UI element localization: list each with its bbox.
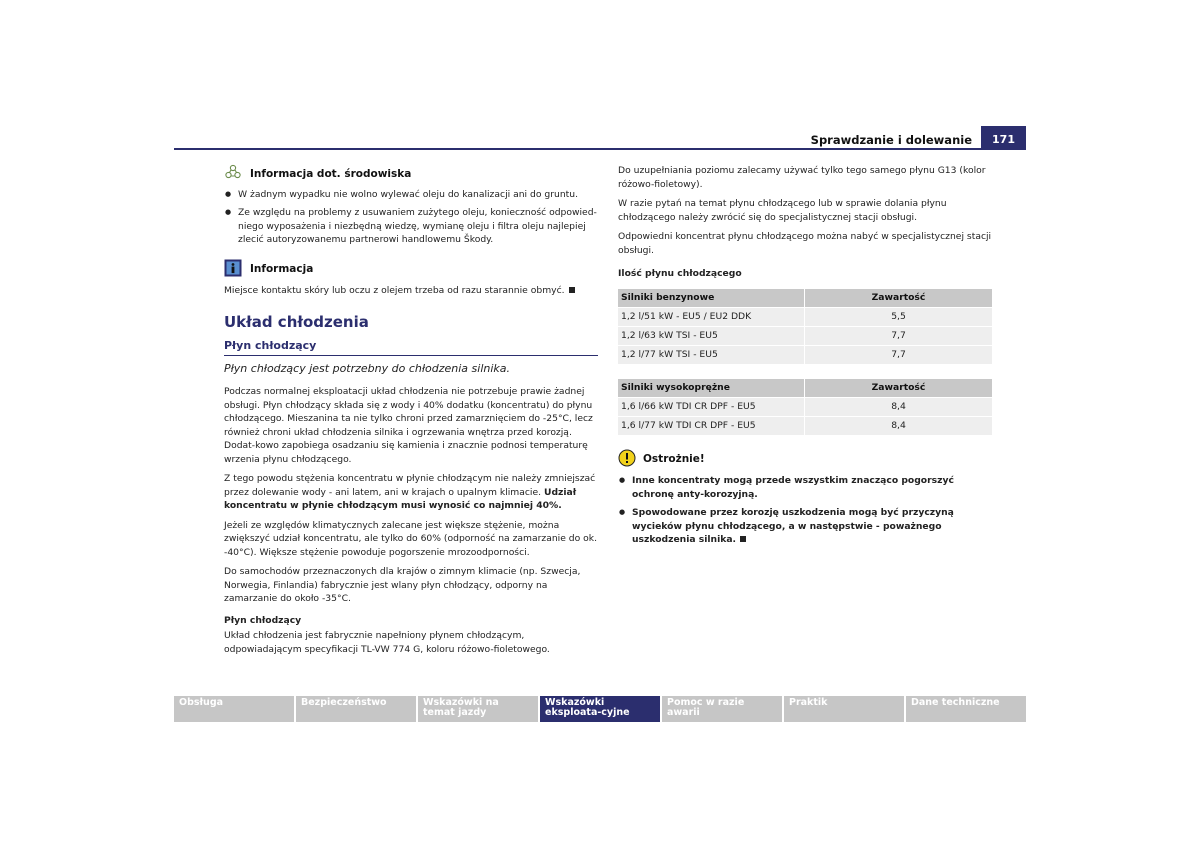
paragraph: Układ chłodzenia jest fabrycznie napełniony płynem chłodzącym, odpowiadającym specyfikacji TL-VW 774 G, koloru różowo-fioletowego.: [224, 630, 550, 655]
table-row: [618, 326, 992, 345]
table-header-cell: Zawartość: [805, 379, 993, 398]
nav-tab-bezpieczenstwo[interactable]: Bezpieczeństwo: [296, 696, 418, 722]
diesel-engines-table: [618, 379, 992, 435]
section-intro: Płyn chłodzący jest potrzebny do chłodzenia silnika.: [224, 361, 511, 375]
table-header-row: [618, 289, 992, 308]
table-cell: 7,7: [805, 326, 993, 345]
environment-bullet: ● Ze względu na problemy z usuwaniem zużytego oleju, konieczność odpowied-niego wyposażenia i niezbędną wiedzę, wymianę oleju i filtra oleju najlepiej zlecić autoryzowanemu partnerowi handlowemu Škody.: [224, 206, 598, 247]
table-cell: 1,6 l/66 kW TDI CR DPF - EU5: [618, 397, 805, 416]
info-note-title: Informacja: [250, 263, 314, 275]
paragraph-bold-text: Udział koncentratu w płynie chłodzącym musi wynosić co najmniej 40%.: [224, 486, 577, 511]
paragraph: Jeżeli ze względów klimatycznych zalecane jest większe stężenie, można zwiększyć udział koncentratu, ale tylko do 60% (odporność na zamarzanie do ok. -40°C). Większe stężenie powoduje pogorszenie mrozoodporności.: [224, 519, 598, 558]
paragraph: Odpowiedni koncentrat płynu chłodzącego można nabyć w specjalistycznej stacji obsługi.: [618, 231, 992, 256]
page-number: 171: [981, 126, 1026, 148]
table-header-row: [618, 379, 992, 398]
paragraph-text: Z tego powodu stężenia koncentratu w płynie chłodzącym nie należy zmniejszać przez dolewanie wody - ani latem, ani w krajach o upalnym klimacie.: [224, 473, 596, 498]
table-header-cell: Zawartość: [805, 289, 993, 308]
paragraph: Do samochodów przeznaczonych dla krajów o zimnym klimacie (np. Szwecja, Norwegia, Finlandia) fabrycznie jest wlany płyn chłodzący, odporny na zamarzanie do około -35°C.: [224, 566, 581, 604]
paragraph: Podczas normalnej eksploatacji układ chłodzenia nie potrzebuje prawie żadnej obsługi. Płyn chłodzący składa się z wody i 40% dodatku (koncentratu) do płynu chłodzącego. Mieszanina ta nie tylko chroni przed zamarznięciem do -25°C, lecz również chroni układ chłodzenia silnika i ogrzewania wnętrza przed korozją. Dodat-kowo zapobiega osadzaniu się kamienia i znacznie podnosi temperaturę wrzenia płynu chłodzącego.: [224, 386, 593, 465]
table-cell: 1,2 l/77 kW TSI - EU5: [618, 345, 805, 364]
table-cell: 1,6 l/77 kW TDI CR DPF - EU5: [618, 416, 805, 435]
recycling-icon: [224, 164, 242, 185]
nav-tab-obsluga[interactable]: Obsługa: [174, 696, 296, 722]
left-column: [224, 164, 598, 662]
caution-bullet-text: Spowodowane przez korozję uszkodzenia mogą być przyczyną wycieków płynu chłodzącego, a w następstwie - poważnego uszkodzenia silnika.: [632, 507, 954, 545]
right-column: [618, 164, 992, 552]
nav-tab-pomoc[interactable]: Pomoc w razie awarii: [662, 696, 784, 722]
table-cell: 7,7: [805, 345, 993, 364]
table-title: Ilość płynu chłodzącego: [618, 268, 742, 279]
caution-note-header: [618, 449, 992, 472]
end-marker-icon: [569, 287, 575, 293]
caution-bullet: ● Inne koncentraty mogą przede wszystkim znacząco pogorszyć ochronę anty-korozyjną.: [618, 474, 992, 501]
nav-tab-praktik[interactable]: Praktik: [784, 696, 906, 722]
petrol-engines-table: [618, 289, 992, 364]
subsection-title: Płyn chłodzący: [224, 339, 598, 356]
table-cell: 8,4: [805, 416, 993, 435]
nav-tab-wskazowki-eksploatacyjne[interactable]: Wskazówki eksploata-cyjne: [540, 696, 662, 722]
caution-bullet: [618, 506, 992, 547]
environment-bullet: ● W żadnym wypadku nie wolno wylewać oleju do kanalizacji ani do gruntu.: [224, 188, 598, 202]
section-header-title: Sprawdzanie i dolewanie: [810, 133, 972, 147]
nav-tab-wskazowki-jazdy[interactable]: Wskazówki na temat jazdy: [418, 696, 540, 722]
table-spacer: [618, 364, 992, 379]
table-header-cell: Silniki wysokoprężne: [618, 379, 805, 398]
environment-note-header: [224, 164, 598, 185]
table-cell: 8,4: [805, 397, 993, 416]
paragraph: W razie pytań na temat płynu chłodzącego lub w sprawie dolania płynu chłodzącego należy zwrócić się do specjalistycznej stacji obsługi.: [618, 198, 947, 223]
paragraph: Do uzupełniania poziomu zalecamy używać tylko tego samego płynu G13 (kolor różowo-fioletowy).: [618, 165, 986, 190]
table-row: [618, 416, 992, 435]
section-title: Układ chłodzenia: [224, 312, 369, 331]
info-note-header: [224, 259, 598, 282]
environment-note-title: Informacja dot. środowiska: [250, 167, 412, 180]
end-marker-icon: [740, 536, 746, 542]
table-cell: 1,2 l/51 kW - EU5 / EU2 DDK: [618, 307, 805, 326]
table-cell: 1,2 l/63 kW TSI - EU5: [618, 326, 805, 345]
table-cell: 5,5: [805, 307, 993, 326]
table-header-cell: Silniki benzynowe: [618, 289, 805, 308]
table-row: [618, 397, 992, 416]
table-row: [618, 307, 992, 326]
info-note-text-content: Miejsce kontaktu skóry lub oczu z olejem trzeba od razu starannie obmyć.: [224, 285, 565, 296]
table-row: [618, 345, 992, 364]
paragraph-heading: Płyn chłodzący: [224, 614, 302, 626]
nav-tab-dane-techniczne[interactable]: Dane techniczne: [906, 696, 1026, 722]
info-icon: [224, 259, 242, 282]
info-note-text: [224, 284, 598, 298]
header-rule: [174, 148, 1026, 150]
chapter-navigation: [174, 696, 1026, 722]
paragraph: [224, 472, 598, 513]
caution-icon: [618, 449, 636, 472]
caution-title: Ostrożnie!: [643, 453, 705, 465]
